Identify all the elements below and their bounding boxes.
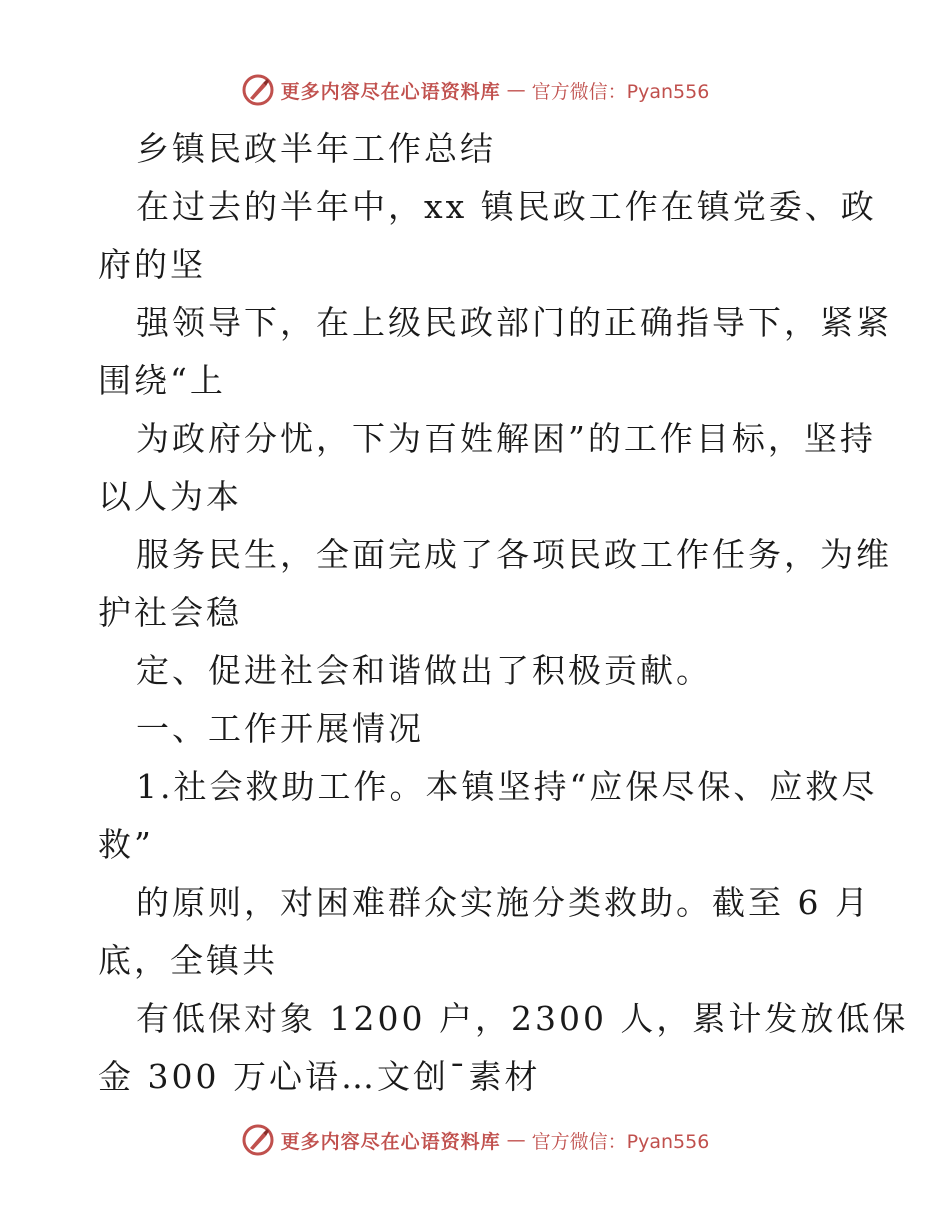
paragraph-line: 1.社会救助工作。本镇坚持“应保尽保、应救尽 [136,767,878,806]
banner-text: 更多内容尽在心语资料库 [280,80,501,103]
paragraph-line: 护社会稳 [98,593,242,632]
paragraph-line: 为政府分忧，下为百姓解困”的工作目标，坚持 [136,419,876,458]
paragraph-line: 救” [98,825,154,864]
banner-wechat-id: 官方微信：Pyan556 [531,1130,710,1153]
paragraph-line: 金 300 万心语…文创¯素材 [98,1057,541,1096]
footer-watermark-banner [0,1120,950,1160]
paragraph-line: 府的坚 [98,245,206,284]
quill-logo-icon [241,1123,275,1157]
paragraph-line: 有低保对象 1200 户，2300 人，累计发放低保 [136,999,909,1038]
paragraph-line: 服务民生，全面完成了各项民政工作任务，为维 [136,535,892,574]
paragraph-line: 以人为本 [98,477,242,516]
header-watermark-banner [0,70,950,110]
quill-logo-icon [241,73,275,107]
banner-text: 更多内容尽在心语资料库 [280,1130,501,1153]
paragraph-line: 强领导下，在上级民政部门的正确指导下，紧紧 [136,303,892,342]
paragraph-line: 的原则，对困难群众实施分类救助。截至 6 月 [136,883,871,922]
banner-separator: — [506,1129,526,1151]
document-body [98,120,909,1106]
document-title: 乡镇民政半年工作总结 [136,129,496,168]
paragraph-line: 定、促进社会和谐做出了积极贡献。 [136,651,712,690]
banner-separator: — [506,79,526,101]
paragraph-line: 底，全镇共 [98,941,278,980]
paragraph-line: 在过去的半年中，xx 镇民政工作在镇党委、政 [136,187,877,226]
paragraph-line: 围绕“上 [98,361,226,400]
banner-wechat-id: 官方微信：Pyan556 [531,80,710,103]
section-heading: 一、工作开展情况 [136,709,424,748]
